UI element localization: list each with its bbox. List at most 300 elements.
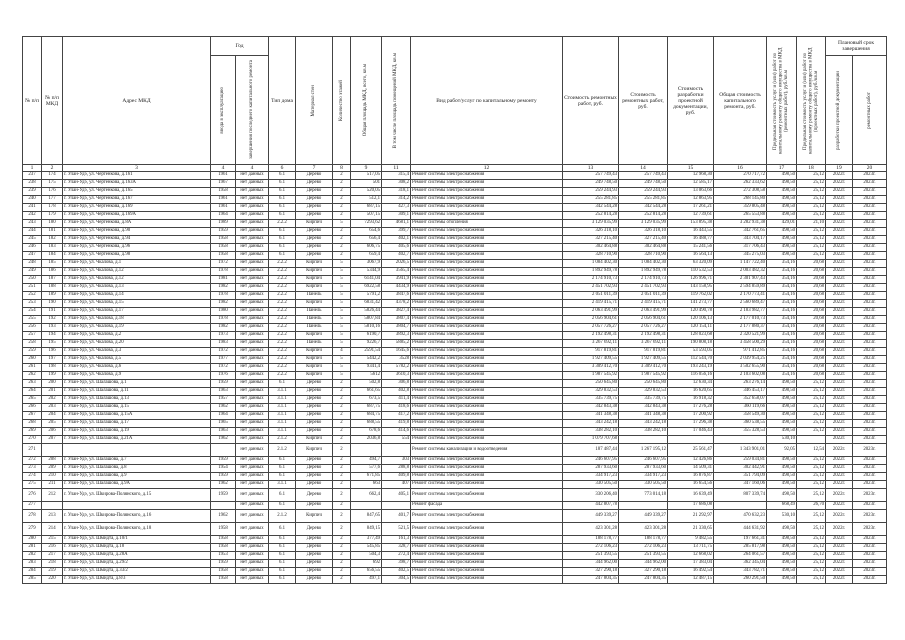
col-total-area-header: Общая площадь МКД, всего, кв.м	[351, 37, 382, 165]
cell-wall-material: Кирпич	[296, 436, 333, 444]
cell-year-built: 1982	[211, 300, 236, 308]
cell-row-number: 285	[23, 576, 42, 584]
cell-deadline-works: 2023г.	[853, 252, 887, 260]
cell-total-area: 502,8	[351, 380, 382, 388]
cell-year-built: 1962	[211, 481, 236, 489]
cell-cost-total: 345 275,03	[714, 252, 767, 260]
cell-residential-area: 554	[382, 436, 411, 444]
cell-wall-material: Дерево	[296, 228, 333, 236]
cell-address: г. Улан-Удэ, ул. Чкалова, д.17	[63, 308, 211, 316]
cell-mkd-number: 219	[42, 568, 63, 576]
cell-address: г. Улан-Удэ, ул. Шалашова, д.17	[63, 420, 211, 428]
cell-mkd-number: 199	[42, 372, 63, 380]
cell-mkd-number: 205	[42, 420, 63, 428]
cell-address	[63, 444, 211, 457]
cell-cost-repair: 2 174 910,73	[563, 276, 619, 284]
cell-cost-design: 15 241,56	[668, 244, 714, 252]
cell-unit-cost-limit2: 25,12	[797, 465, 826, 473]
cell-row-number: 244	[23, 228, 42, 236]
cell-mkd-number: 186	[42, 268, 63, 276]
column-number: 1	[23, 165, 42, 172]
cell-cost-repair: 342 544,28	[563, 204, 619, 212]
cell-cost-design: 12 668,02	[668, 552, 714, 560]
table-row	[23, 380, 887, 388]
cell-cost-repair: 449 339,27	[563, 510, 619, 523]
cell-wall-material: Кирпич	[296, 276, 333, 284]
cell-last-repair: нет данных	[236, 523, 269, 536]
cell-floors: 2	[333, 204, 351, 212]
cell-year-built: 1989	[211, 220, 236, 228]
cell-unit-cost-limit: 498,50	[767, 465, 797, 473]
cell-residential-area: 409,8	[382, 473, 411, 481]
cell-mkd-number: 188	[42, 284, 63, 292]
cell-year-built: 1957	[211, 396, 236, 404]
table-row	[23, 364, 887, 372]
cell-unit-cost-limit2: 25,12	[797, 523, 826, 536]
cell-unit-cost-limit: 354,16	[767, 284, 797, 292]
cell-wall-material: Кирпич	[296, 284, 333, 292]
cell-unit-cost-limit: 498,50	[767, 212, 797, 220]
cell-unit-cost-limit: 498,50	[767, 396, 797, 404]
cell-total-area: 577,6	[351, 465, 382, 473]
column-number: 4	[236, 165, 269, 172]
cell-wall-material: Панель	[296, 316, 333, 324]
cell-wall-material: Кирпич	[296, 220, 333, 228]
cell-address: г. Улан-Удэ, ул. Шкирова-Полянского, д.15	[63, 489, 211, 502]
cell-cost-design: 17 276,28	[668, 404, 714, 412]
cell-unit-cost-limit2: 25,12	[797, 252, 826, 260]
cell-unit-cost-limit2: 20,68	[797, 276, 826, 284]
cell-cost-design: 12 487,15	[668, 576, 714, 584]
cell-house-type: 2.2.2	[269, 276, 296, 284]
cell-deadline-works: 2023г.	[853, 204, 887, 212]
cell-cost-services: 287 933,60	[619, 465, 668, 473]
cell-residential-area	[382, 444, 411, 457]
column-number: 11	[382, 165, 411, 172]
cell-total-area	[351, 502, 382, 510]
cell-address: г. Улан-Удэ, ул. Чкалова, д.6	[63, 364, 211, 372]
cell-work-type: Ремонт системы электроснабжения	[411, 284, 563, 292]
cell-cost-total: 351 794,09	[714, 473, 767, 481]
cell-wall-material: Дерево	[296, 552, 333, 560]
column-number: 2	[42, 165, 63, 172]
cell-wall-material: Панель	[296, 340, 333, 348]
cell-total-area: 5612	[351, 372, 382, 380]
cell-deadline-works: 2023г.	[853, 308, 887, 316]
cell-cost-total: 197 661,31	[714, 536, 767, 544]
cell-row-number: 237	[23, 172, 42, 180]
cell-work-type: Ремонт системы электроснабжения	[411, 552, 563, 560]
cell-unit-cost-limit: 354,16	[767, 340, 797, 348]
cell-floors: 5	[333, 220, 351, 228]
table-row	[23, 576, 887, 584]
cell-work-type: Ремонт системы электроснабжения	[411, 436, 563, 444]
cell-row-number: 249	[23, 268, 42, 276]
cell-unit-cost-limit: 354,16	[767, 332, 797, 340]
cell-cost-repair: 255 281,85	[563, 196, 619, 204]
column-number: 7	[296, 165, 333, 172]
cell-address: г. Улан-Удэ, ул. Шалашова, д.11	[63, 388, 211, 396]
cell-cost-design: 16 488,77	[668, 236, 714, 244]
cell-address: г. Улан-Удэ, ул. Чкалова, д.3	[63, 348, 211, 356]
cell-deadline-design: 2022г.	[826, 220, 853, 228]
cell-cost-total: 2 003 482,32	[714, 268, 767, 276]
cell-row-number: 253	[23, 300, 42, 308]
table-row	[23, 473, 887, 481]
cell-cost-services: 2 057 726,27	[619, 324, 668, 332]
cell-deadline-design: 2022г.	[826, 348, 853, 356]
cell-floors: 2	[333, 576, 351, 584]
cell-mkd-number: 201	[42, 388, 63, 396]
cell-year-built: 1959	[211, 380, 236, 388]
cell-residential-area: 3847,6	[382, 292, 411, 300]
cell-deadline-design: 2022г.	[826, 252, 853, 260]
cell-unit-cost-limit2: 25,12	[797, 560, 826, 568]
cell-cost-services: 329 832,53	[619, 388, 668, 396]
cell-row-number: 246	[23, 244, 42, 252]
cell-unit-cost-limit2: 25,12	[797, 236, 826, 244]
cell-cost-total: 285 817,98	[714, 544, 767, 552]
cell-mkd-number: 212	[42, 489, 63, 502]
cell-last-repair: нет данных	[236, 236, 269, 244]
cell-mkd-number: 213	[42, 510, 63, 523]
cell-deadline-works: 2023г.	[853, 489, 887, 502]
cell-residential-area: 318,1	[382, 188, 411, 196]
cell-floors: 5	[333, 364, 351, 372]
cell-last-repair: нет данных	[236, 568, 269, 576]
cell-wall-material: Дерево	[296, 204, 333, 212]
cell-unit-cost-limit: 354,16	[767, 276, 797, 284]
cell-last-repair: нет данных	[236, 292, 269, 300]
cell-address: г. Улан-Удэ, ул. Шалашова, д.15А	[63, 412, 211, 420]
cell-cost-services: 917 819,81	[619, 348, 668, 356]
cell-cost-repair: 330 206,40	[563, 489, 619, 502]
cell-year-built: 1978	[211, 268, 236, 276]
cell-row-number: 248	[23, 260, 42, 268]
cell-mkd-number: 175	[42, 180, 63, 188]
cell-work-type: Ремонт системы электроснабжения	[411, 188, 563, 196]
cell-cost-repair: 2 063 491,99	[563, 308, 619, 316]
cell-row-number: 270	[23, 436, 42, 444]
cell-deadline-design: 2022г.	[826, 300, 853, 308]
cell-unit-cost-limit2: 25,12	[797, 412, 826, 420]
cell-deadline-design: 2022г.	[826, 388, 853, 396]
cell-year-built: 1959	[211, 560, 236, 568]
cell-floors: 5	[333, 260, 351, 268]
cell-unit-cost-limit: 498,50	[767, 236, 797, 244]
cell-cost-design: 12 630,34	[668, 380, 714, 388]
cell-floors: 2	[333, 536, 351, 544]
cell-work-type: Ремонт системы электроснабжения	[411, 356, 563, 364]
cell-unit-cost-limit: 498,50	[767, 481, 797, 489]
cell-deadline-design: 2022г.	[826, 196, 853, 204]
cell-cost-design: 17 383,04	[668, 560, 714, 568]
cell-cost-design: 9 482,55	[668, 536, 714, 544]
cell-address: г. Улан-Удэ, ул. Шалашова, д.7	[63, 457, 211, 465]
cell-cost-services: 246 607,95	[619, 457, 668, 465]
cell-total-area: 5791,2	[351, 292, 382, 300]
cell-residential-area: 328,7	[382, 544, 411, 552]
cell-cost-services: 328 710,90	[619, 252, 668, 260]
cell-cost-total: 302 442,91	[714, 465, 767, 473]
cell-deadline-design: 2022г.	[826, 172, 853, 180]
cell-work-type: Ремонт системы электроснабжения	[411, 204, 563, 212]
cell-residential-area: 4681,1	[382, 220, 411, 228]
cell-cost-design: 128 023,68	[668, 332, 714, 340]
cell-unit-cost-limit: 354,16	[767, 260, 797, 268]
cell-unit-cost-limit: 498,50	[767, 196, 797, 204]
col-wall-material-header: Материал стен	[296, 37, 333, 165]
cell-cost-services: 1 892 949,78	[619, 268, 668, 276]
cell-deadline-design: 2022г.	[826, 544, 853, 552]
cell-row-number: 257	[23, 332, 42, 340]
cell-cost-repair: 287 933,60	[563, 465, 619, 473]
cell-house-type: 6.1	[269, 560, 296, 568]
cell-unit-cost-limit2: 20,68	[797, 260, 826, 268]
cell-floors: 2	[333, 180, 351, 188]
cell-mkd-number: 200	[42, 380, 63, 388]
cell-cost-design: 21 330,65	[668, 523, 714, 536]
cell-total-area: 849,15	[351, 523, 382, 536]
cell-work-type: Ремонт системы электроснабжения	[411, 340, 563, 348]
cell-mkd-number: 187	[42, 276, 63, 284]
cell-floors: 5	[333, 316, 351, 324]
cell-work-type: Ремонт системы электроснабжения	[411, 412, 563, 420]
cell-floors: 5	[333, 356, 351, 364]
cell-last-repair: нет данных	[236, 348, 269, 356]
cell-total-area: 504,3	[351, 552, 382, 560]
cell-cost-total: 2 103 602,08	[714, 372, 767, 380]
cell-unit-cost-limit: 498,50	[767, 420, 797, 428]
cell-year-built: 1958	[211, 576, 236, 584]
cell-cost-total: 2 594 859,89	[714, 284, 767, 292]
cell-floors: 2	[333, 404, 351, 412]
cell-cost-total: 343 782,71	[714, 568, 767, 576]
cell-total-area: 6831,42	[351, 300, 382, 308]
cell-cost-repair: 442 807,78	[563, 502, 619, 510]
cell-unit-cost-limit: 498,50	[767, 523, 797, 536]
cell-deadline-works: 2023г.	[853, 380, 887, 388]
cell-year-built: 1959	[211, 489, 236, 502]
cell-house-type: 2.2.2	[269, 260, 296, 268]
cell-deadline-works: 2023г.	[853, 568, 887, 576]
cell-cost-repair: 326 318,10	[563, 228, 619, 236]
cell-cost-total: 260 291,50	[714, 576, 767, 584]
cell-cost-repair: 328 710,90	[563, 252, 619, 260]
cell-residential-area: 419,8	[382, 420, 411, 428]
cell-last-repair: нет данных	[236, 388, 269, 396]
cell-deadline-design: 2022г.	[826, 204, 853, 212]
cell-row-number: 264	[23, 388, 42, 396]
cell-house-type: 6.1	[269, 489, 296, 502]
cell-mkd-number: 185	[42, 260, 63, 268]
cell-row-number: 260	[23, 356, 42, 364]
cell-work-type: Ремонт системы электроснабжения	[411, 268, 563, 276]
cell-cost-repair: 247 804,35	[563, 576, 619, 584]
cell-year-built: 1958	[211, 536, 236, 544]
cell-row-number: 277	[23, 502, 42, 510]
cell-residential-area: 418,6	[382, 404, 411, 412]
cell-cost-services: 2 192 498,31	[619, 332, 668, 340]
cell-mkd-number: 176	[42, 188, 63, 196]
cell-cost-total: 360 538,55	[714, 420, 767, 428]
cell-wall-material: Дерево	[296, 523, 333, 536]
cell-cost-repair: 257 749,43	[563, 172, 619, 180]
cell-cost-repair: 329 832,53	[563, 388, 619, 396]
cell-floors: 2	[333, 523, 351, 536]
column-number-row	[23, 165, 887, 172]
cell-residential-area: 4378,2	[382, 300, 411, 308]
cell-house-type: 6.1	[269, 244, 296, 252]
cell-unit-cost-limit: 498,50	[767, 560, 797, 568]
cell-address: г. Улан-Удэ, ул. Шалашова, д.9	[63, 473, 211, 481]
cell-unit-cost-limit: 498,50	[767, 568, 797, 576]
cell-work-type: Ремонт системы электроснабжения	[411, 489, 563, 502]
cell-wall-material: Дерево	[296, 196, 333, 204]
cell-wall-material: Дерево	[296, 180, 333, 188]
table-row	[23, 268, 887, 276]
table-row	[23, 444, 887, 457]
cell-last-repair: нет данных	[236, 228, 269, 236]
cell-cost-repair: 3 129 035,99	[563, 220, 619, 228]
cell-deadline-design: 2022г.	[826, 284, 853, 292]
cell-cost-design: 14 509,31	[668, 465, 714, 473]
cell-work-type: Ремонт системы электроснабжения	[411, 510, 563, 523]
cell-floors: 2	[333, 412, 351, 420]
col-year-last-repair-header: завершения последнего капитального ремонта	[236, 56, 269, 165]
cell-wall-material: Дерево	[296, 560, 333, 568]
cell-total-area: 9226,7	[351, 340, 382, 348]
cell-cost-services: 3 129 035,99	[619, 220, 668, 228]
cell-address: г. Улан-Удэ, ул. Чкалова, д.15	[63, 300, 211, 308]
cell-floors: 2	[333, 236, 351, 244]
cell-floors: 2	[333, 252, 351, 260]
cell-cost-repair: 251 393,55	[563, 552, 619, 560]
cell-wall-material: Кирпич	[296, 444, 333, 457]
cell-mkd-number: 220	[42, 576, 63, 584]
cell-residential-area: 3528	[382, 356, 411, 364]
column-number: 9	[351, 165, 382, 172]
cell-cost-total	[714, 436, 767, 444]
cell-deadline-design: 2022г.	[826, 457, 853, 465]
cell-address: г. Улан-Удэ, ул. Шалашова, д.1	[63, 380, 211, 388]
cell-floors: 2	[333, 502, 351, 510]
cell-cost-design: 17 296,38	[668, 420, 714, 428]
cell-deadline-works: 2023г.	[853, 188, 887, 196]
cell-unit-cost-limit: 354,16	[767, 364, 797, 372]
cell-cost-repair: 1 927 409,55	[563, 356, 619, 364]
cell-cost-design: 143 158,95	[668, 284, 714, 292]
cell-total-area: 501	[351, 180, 382, 188]
cell-residential-area: 5782,2	[382, 364, 411, 372]
cell-residential-area: 3807,4	[382, 316, 411, 324]
cell-unit-cost-limit2: 20,68	[797, 340, 826, 348]
cell-deadline-works: 2023г.	[853, 244, 887, 252]
cell-row-number: 241	[23, 204, 42, 212]
cell-cost-total: 444 631,92	[714, 523, 767, 536]
cell-total-area: 3067,9	[351, 260, 382, 268]
cell-house-type: 6.1	[269, 568, 296, 576]
table-row	[23, 388, 887, 396]
cell-unit-cost-limit2: 20,68	[797, 300, 826, 308]
cell-row-number: 275	[23, 481, 42, 489]
table-row	[23, 404, 887, 412]
cell-floors: 2	[333, 212, 351, 220]
cell-year-built: 1965	[211, 420, 236, 428]
cell-total-area: 5344,9	[351, 268, 382, 276]
cell-year-built: 1962	[211, 436, 236, 444]
cell-residential-area: 3827,4	[382, 308, 411, 316]
cell-mkd-number: 178	[42, 204, 63, 212]
col-npp-header: № п/п	[23, 37, 42, 165]
cell-row-number: 245	[23, 236, 42, 244]
cell-wall-material: Дерево	[296, 252, 333, 260]
cell-deadline-design: 2022г.	[826, 481, 853, 489]
cell-residential-area: 4434,9	[382, 284, 411, 292]
cell-unit-cost-limit: 354,16	[767, 348, 797, 356]
cell-address	[63, 502, 211, 510]
cell-row-number: 240	[23, 196, 42, 204]
cell-row-number: 265	[23, 396, 42, 404]
cell-cost-design: 153 895,38	[668, 220, 714, 228]
cell-address: г. Улан-Удэ, ул. Чкалова, д.12	[63, 276, 211, 284]
cell-year-built: 1964	[211, 412, 236, 420]
cell-cost-total: 1 343 901,01	[714, 444, 767, 457]
cell-residential-area: 5885,2	[382, 340, 411, 348]
cell-cost-design: 25 561,47	[668, 444, 714, 457]
cell-floors: 5	[333, 300, 351, 308]
cell-year-built	[211, 502, 236, 510]
cell-residential-area: 398,7	[382, 560, 411, 568]
cell-last-repair: нет данных	[236, 276, 269, 284]
cell-cost-services: 341 348,38	[619, 412, 668, 420]
cell-cost-total	[714, 502, 767, 510]
table-row	[23, 420, 887, 428]
cell-residential-area: 272,4	[382, 552, 411, 560]
cell-cost-services: 250 645,80	[619, 380, 668, 388]
cell-residential-area: 407	[382, 481, 411, 489]
cell-deadline-design: 2022г.	[826, 356, 853, 364]
col-year-built-header: ввода в эксплуатацию	[211, 56, 236, 165]
cell-deadline-design: 2022г.	[826, 576, 853, 584]
cell-cost-total: 352 658,07	[714, 396, 767, 404]
table-row	[23, 348, 887, 356]
table-row	[23, 308, 887, 316]
cell-deadline-works: 2023г.	[853, 236, 887, 244]
table-row	[23, 436, 887, 444]
cell-address: г. Улан-Удэ, ул. Чертенкова, д.98	[63, 252, 211, 260]
cell-cost-services: 327 215,40	[619, 236, 668, 244]
cell-unit-cost-limit: 498,50	[767, 388, 797, 396]
cell-cost-total: 259 034,81	[714, 457, 767, 465]
cell-mkd-number: 191	[42, 308, 63, 316]
table-row	[23, 356, 887, 364]
cell-floors: 2	[333, 380, 351, 388]
col-work-type-header: Вид работ/услуг по капитальному ремонту	[411, 37, 563, 165]
cell-year-built: 1958	[211, 568, 236, 576]
cell-deadline-design: 2022г.	[826, 292, 853, 300]
cell-unit-cost-limit: 498,50	[767, 536, 797, 544]
cell-residential-area: 411,4	[382, 396, 411, 404]
cell-wall-material: Кирпич	[296, 348, 333, 356]
col-floors-header: Количество этажей	[333, 37, 351, 165]
cell-cost-design: 16 443,55	[668, 228, 714, 236]
cell-deadline-works: 2023г.	[853, 444, 887, 457]
cell-work-type: Ремонт системы электроснабжения	[411, 544, 563, 552]
cell-cost-services	[619, 436, 668, 444]
cell-unit-cost-limit2: 25,12	[797, 510, 826, 523]
col-cost-design-header: Стоимость разработки проектной документации, руб.	[668, 37, 714, 165]
